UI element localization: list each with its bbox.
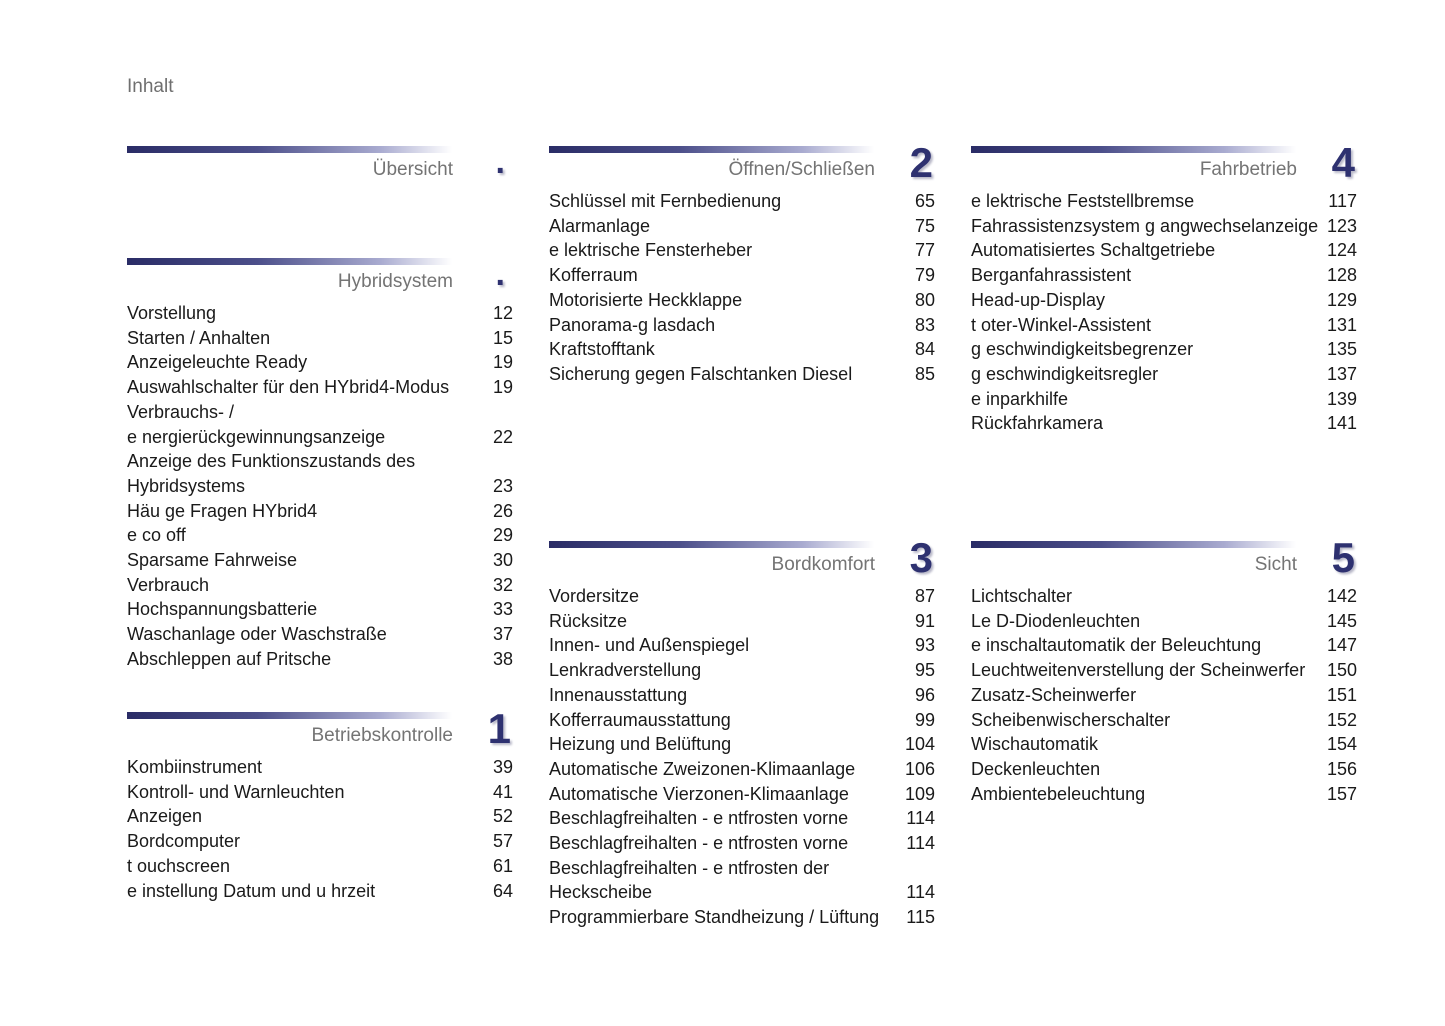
toc-entry-page: 99 [914,709,935,730]
section-title: Bordkomfort [771,554,875,575]
section-header-bar [127,258,452,265]
toc-entry-page: 61 [492,855,513,876]
toc-entry[interactable] [127,400,513,449]
toc-entry[interactable] [549,708,935,733]
page-title: Inhalt [127,76,174,97]
toc-entry-label: Anzeigeleuchte Ready [127,352,308,373]
toc-entry-label: Anzeige des Funktionszustands des Hybridsystems [127,451,416,496]
toc-entry[interactable] [127,301,513,326]
toc-entry-page: 114 [906,833,935,854]
toc-entry-page: 93 [914,635,935,656]
toc-entry[interactable] [549,831,935,856]
section-title: Hybridsystem [337,271,453,292]
section-sicht [971,534,1357,806]
toc-entry-page: 114 [906,808,935,829]
toc-entry-label: g eschwindigkeitsregler [971,363,1159,384]
toc-entry-page: 114 [906,882,935,903]
toc-entry-label: Vorstellung [127,303,217,323]
toc-entry-page: 79 [914,265,935,286]
toc-entry[interactable] [549,189,935,214]
toc-entry[interactable] [971,411,1357,436]
toc-entry[interactable] [549,313,935,338]
toc-entry-page: 150 [1326,660,1357,681]
toc-entry-list [549,189,935,387]
toc-entry[interactable] [971,214,1357,239]
toc-entry-label: Scheibenwischerschalter [971,709,1171,730]
toc-entry-page: 52 [492,806,513,827]
toc-entry[interactable] [549,658,935,683]
toc-entry-label: Auswahlschalter für den HYbrid4-Modus [127,377,450,398]
toc-entry-page: 106 [904,758,935,779]
toc-entry-page: 39 [492,757,513,777]
toc-entry-page: 124 [1326,240,1357,261]
toc-entry-label: e co off [127,525,186,546]
toc-entry[interactable] [127,573,513,598]
toc-entry[interactable] [549,782,935,807]
toc-entry[interactable] [971,708,1357,733]
toc-entry[interactable] [971,288,1357,313]
toc-entry-label: Automatische Zweizonen-Klimaanlage [549,758,856,779]
toc-entry-label: Vordersitze [549,586,640,606]
toc-entry-label: Bordcomputer [127,831,241,852]
toc-entry-list [127,755,513,903]
toc-entry-page: 30 [492,550,513,571]
toc-entry-page: 26 [492,500,513,521]
toc-entry-page: 19 [492,352,513,373]
toc-entry-label: Innen- und Außenspiegel [549,635,750,656]
toc-entry-label: Programmierbare Standheizung / Lüftung [549,907,880,928]
section-number: 1 [487,705,511,752]
toc-entry-page: 41 [492,781,513,802]
toc-entry-label: Abschleppen auf Pritsche [127,648,332,669]
toc-entry-page: 117 [1328,191,1357,211]
toc-entry-label: Alarmanlage [549,215,651,236]
toc-entry-label: Innenausstattung [549,684,688,705]
toc-entry-page: 64 [492,880,513,901]
toc-entry[interactable] [127,523,513,548]
toc-entry-page: 65 [914,191,935,211]
toc-entry[interactable] [127,499,513,524]
toc-entry[interactable] [971,362,1357,387]
toc-entry-label: Verbrauch [127,574,210,595]
section-header [127,705,513,755]
toc-entry-page: 80 [914,289,935,310]
toc-entry[interactable] [127,780,513,805]
toc-entry-page: 33 [492,599,513,620]
toc-entry-label: Hochspannungsbatterie [127,599,318,620]
toc-entry[interactable] [127,622,513,647]
toc-entry[interactable] [971,313,1357,338]
toc-entry-page: 154 [1326,734,1357,755]
toc-entry-label: Panorama-g lasdach [549,314,716,335]
toc-entry[interactable] [127,879,513,904]
toc-entry-page: 38 [492,648,513,669]
section-title: Sicht [1254,554,1297,575]
toc-entry-page: 137 [1326,363,1357,384]
toc-entry[interactable] [971,189,1357,214]
toc-entry-page: 115 [906,907,935,928]
toc-entry-list [549,584,935,930]
toc-entry-page: 85 [914,363,935,384]
toc-entry-label: Kofferraum [549,265,638,286]
toc-entry-label: Kombiinstrument [127,757,263,777]
toc-entry-label: Kraftstofftank [549,339,655,360]
toc-entry[interactable] [549,806,935,831]
toc-entry-page: 128 [1326,265,1357,286]
toc-entry-label: Verbrauchs- / e nergierückgewinnungsanzeige [127,401,386,447]
toc-entry[interactable] [549,633,935,658]
toc-entry[interactable] [127,647,513,672]
section-header [549,534,935,584]
toc-entry[interactable] [971,238,1357,263]
toc-entry-label: Heizung und Belüftung [549,734,732,755]
toc-entry-page: 157 [1326,783,1357,804]
toc-entry-label: Lenkradverstellung [549,660,702,681]
toc-entry-page: 142 [1326,586,1357,606]
toc-entry-page: 152 [1326,709,1357,730]
toc-entry[interactable] [127,829,513,854]
section-number: 5 [1331,534,1355,581]
section-oeffnen-schliessen [549,139,935,387]
toc-entry[interactable] [549,238,935,263]
toc-entry[interactable] [971,757,1357,782]
toc-entry[interactable] [549,609,935,634]
toc-entry-page: 19 [492,377,513,398]
toc-entry[interactable] [549,683,935,708]
toc-entry[interactable] [127,597,513,622]
toc-entry-page: 84 [914,339,935,360]
toc-entry-page: 151 [1326,684,1357,705]
toc-entry[interactable] [127,548,513,573]
toc-entry-page: 83 [914,314,935,335]
toc-entry-page: 29 [492,525,513,546]
toc-entry-label: Schlüssel mit Fernbedienung [549,191,782,211]
section-header [127,143,513,189]
toc-entry-label: Wischautomatik [971,734,1099,755]
toc-entry[interactable] [549,337,935,362]
toc-entry-label: Sparsame Fahrweise [127,550,298,571]
toc-entry-label: e inparkhilfe [971,388,1069,409]
toc-entry-page: 147 [1326,635,1357,656]
toc-entry-list [971,584,1357,806]
toc-entry-page: 135 [1326,339,1357,360]
section-header-bar [971,146,1296,153]
toc-entry[interactable] [971,658,1357,683]
toc-entry[interactable] [971,782,1357,807]
toc-entry-page: 141 [1326,413,1357,434]
toc-entry-label: Motorisierte Heckklappe [549,289,743,310]
section-number: 4 [1331,139,1355,186]
section-header [127,255,513,301]
section-header-bar [549,146,874,153]
toc-entry-page: 139 [1326,388,1357,409]
toc-entry[interactable] [971,387,1357,412]
toc-entry[interactable] [127,375,513,400]
toc-entry-page: 22 [492,426,513,447]
toc-entry-page: 57 [492,831,513,852]
section-header-bar [971,541,1296,548]
section-bordkomfort [549,534,935,930]
toc-entry[interactable] [127,326,513,351]
toc-entry-page: 15 [492,327,513,348]
toc-entry-page: 96 [914,684,935,705]
toc-entry[interactable] [971,633,1357,658]
toc-entry-list [127,301,513,672]
toc-entry-label: Automatische Vierzonen-Klimaanlage [549,783,849,804]
toc-entry-page: 131 [1326,314,1357,335]
toc-entry-label: Deckenleuchten [971,758,1101,779]
section-header-bar [549,541,874,548]
toc-entry-label: Beschlagfreihalten - e ntfrosten vorne [549,833,849,854]
toc-entry[interactable] [127,755,513,780]
toc-entry-page: 32 [492,574,513,595]
toc-entry-label: e instellung Datum und u hrzeit [127,880,376,901]
toc-entry-label: Sicherung gegen Falschtanken Diesel [549,363,853,384]
toc-entry-label: e lektrische Fensterheber [549,240,753,261]
section-title: Fahrbetrieb [1199,159,1297,180]
section-number: . [495,255,505,293]
toc-entry-label: t ouchscreen [127,855,231,876]
toc-entry-page: 91 [914,610,935,631]
toc-entry-label: Kofferraumausstattung [549,709,731,730]
toc-entry-page: 12 [492,303,513,323]
section-betriebskontrolle [127,705,513,903]
toc-entry-label: Anzeigen [127,806,203,827]
toc-entry[interactable] [127,449,513,498]
toc-entry-page: 23 [492,475,513,496]
toc-entry-page: 123 [1326,215,1357,236]
toc-entry-label: Berganfahrassistent [971,265,1132,286]
toc-entry-label: Waschanlage oder Waschstraße [127,624,387,645]
toc-entry-label: Rückfahrkamera [971,413,1104,434]
toc-entry-page: 95 [914,660,935,681]
toc-entry-page: 77 [914,240,935,261]
toc-entry-label: Le D-Diodenleuchten [971,610,1141,631]
toc-entry[interactable] [971,584,1357,609]
section-fahrbetrieb [971,139,1357,436]
section-header [971,534,1357,584]
section-title: Öffnen/Schließen [728,159,875,180]
toc-entry-label: Ambientebeleuchtung [971,783,1146,804]
toc-entry-label: Leuchtweitenverstellung der Scheinwerfer [971,660,1306,681]
section-header-bar [127,712,452,719]
toc-entry-page: 37 [492,624,513,645]
toc-entry[interactable] [971,263,1357,288]
toc-entry-label: Lichtschalter [971,586,1073,606]
toc-entry-label: Kontroll- und Warnleuchten [127,781,345,802]
toc-entry[interactable] [549,288,935,313]
toc-entry[interactable] [549,856,935,905]
toc-entry-label: Head-up-Display [971,289,1106,310]
toc-entry-label: Automatisiertes Schaltgetriebe [971,240,1216,261]
section-number: 2 [909,139,933,186]
toc-entry[interactable] [971,609,1357,634]
toc-entry-page: 109 [904,783,935,804]
toc-entry[interactable] [549,757,935,782]
toc-entry-page: 129 [1326,289,1357,310]
section-number: 3 [909,534,933,581]
toc-entry-page: 145 [1326,610,1357,631]
toc-entry-label: Häu ge Fragen HYbrid4 [127,500,318,521]
section-title: Übersicht [372,159,453,180]
toc-entry[interactable] [127,350,513,375]
toc-entry[interactable] [549,214,935,239]
toc-entry-page: 87 [914,586,935,606]
section-title: Betriebskontrolle [311,725,453,746]
toc-entry-label: Rücksitze [549,610,628,631]
section-header-bar [127,146,452,153]
section-uebersicht [127,143,513,189]
toc-entry-label: Beschlagfreihalten - e ntfrosten der Heckscheibe [549,857,830,903]
toc-entry[interactable] [549,732,935,757]
toc-entry[interactable] [549,905,935,930]
section-header [971,139,1357,189]
toc-entry[interactable] [971,732,1357,757]
toc-entry-page: 104 [904,734,935,755]
toc-entry-label: Fahrassistenzsystem g angwechselanzeige [971,215,1319,236]
toc-entry-label: Starten / Anhalten [127,327,271,348]
section-header [549,139,935,189]
toc-entry-label: g eschwindigkeitsbegrenzer [971,339,1194,360]
section-number: . [495,143,505,181]
toc-entry[interactable] [549,263,935,288]
toc-entry-label: e inschaltautomatik der Beleuchtung [971,635,1262,656]
toc-entry[interactable] [127,804,513,829]
toc-entry-label: t oter-Winkel-Assistent [971,314,1152,335]
section-hybridsystem [127,255,513,672]
toc-entry-page: 156 [1326,758,1357,779]
toc-entry[interactable] [971,337,1357,362]
toc-entry-page: 75 [914,215,935,236]
toc-entry[interactable] [549,362,935,387]
toc-entry[interactable] [127,854,513,879]
toc-entry[interactable] [549,584,935,609]
toc-entry-list [971,189,1357,436]
toc-entry-label: Zusatz-Scheinwerfer [971,684,1137,705]
toc-entry[interactable] [971,683,1357,708]
toc-entry-label: Beschlagfreihalten - e ntfrosten vorne [549,808,849,829]
toc-entry-label: e lektrische Feststellbremse [971,191,1195,211]
